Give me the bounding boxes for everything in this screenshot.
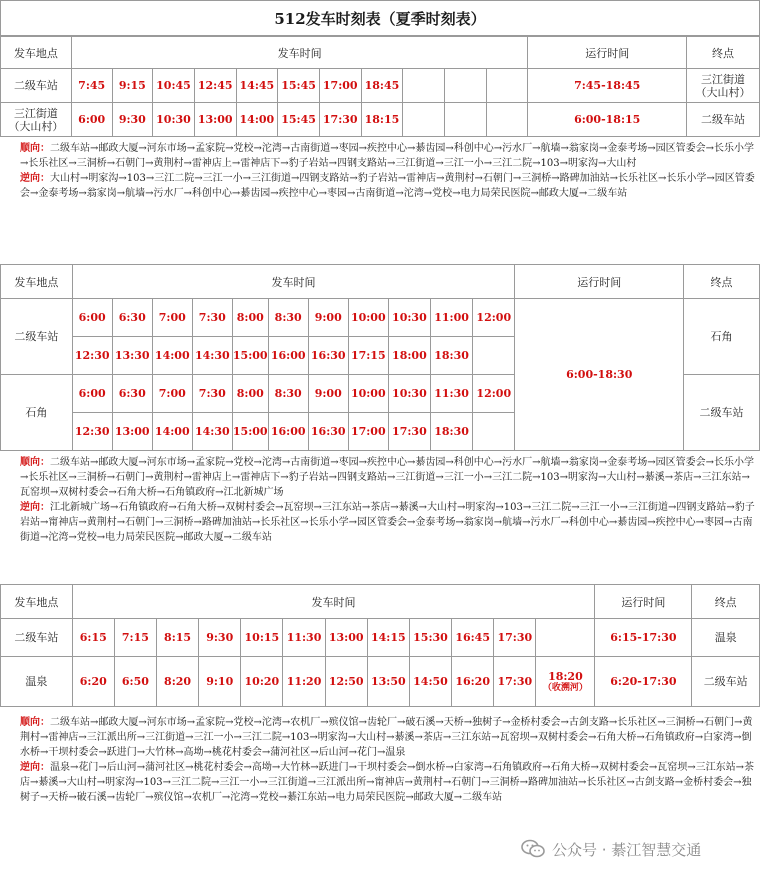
time-cell: 6:50 <box>114 657 156 707</box>
row-station: 二级车站 <box>1 69 72 103</box>
time-cell: 7:30 <box>192 375 232 413</box>
time-cell: 8:00 <box>232 375 268 413</box>
time-cell: 7:00 <box>152 375 192 413</box>
run-time: 7:45-18:45 <box>528 69 686 103</box>
time-cell: 11:30 <box>283 619 325 657</box>
time-cell: 12:45 <box>194 69 236 103</box>
time-cell <box>403 69 445 103</box>
route-reverse: 大山村→明家沟→103→三江二院→三江一小→三江街道→四钢支路站→豹子岩站→雷神店→黄荆村→石朝门→三洞桥→路碑加油站→长乐社区→长乐小学→园区管委会→金泰考场→翁家岗→航墙→污水厂→科创中心→綦齿园→疾控中心→枣园→古南街道→沱湾→党校→电力局荣民医院→邮政大厦→二级车站 <box>20 173 755 199</box>
time-cell <box>403 103 445 137</box>
header-end: 终点 <box>692 585 760 619</box>
row-station: 温泉 <box>1 657 73 707</box>
time-cell: 16:30 <box>308 413 348 451</box>
header-run: 运行时间 <box>528 37 686 69</box>
end-station: 二级车站 <box>686 103 759 137</box>
time-cell: 8:15 <box>156 619 198 657</box>
time-cell <box>486 69 528 103</box>
time-cell: 8:30 <box>268 375 308 413</box>
timetable-1 <box>0 36 760 137</box>
time-cell: 6:00 <box>72 375 112 413</box>
end-station: 温泉 <box>692 619 760 657</box>
row-station: 二级车站 <box>1 619 73 657</box>
header-time: 发车时间 <box>72 585 595 619</box>
time-cell: 8:30 <box>268 299 308 337</box>
time-cell: 16:45 <box>452 619 494 657</box>
time-cell: 6:20 <box>72 657 114 707</box>
time-cell: 10:15 <box>241 619 283 657</box>
time-cell: 6:30 <box>112 299 152 337</box>
route-reverse: 温泉→花门→后山河→蒲河社区→桃花村委会→高坳→大竹林→跃进门→干坝村委会→倒水桥→白家湾→石角镇政府→石角大桥→双树村委会→瓦窑坝→三江东站→茶店→綦溪→大山村→明家沟→103→三江二院→三江一小→三江街道→三江派出所→甯神店→黄荆村→石朝门→三洞桥→路碑加油站→长乐社区→古剑支路→金桥村委会→独树子→天桥→破石溪→齿轮厂→殡仪馆→农机厂→沱湾→党校→綦江东站→电力局荣民医院→邮政大厦→二级车站 <box>20 762 755 803</box>
end-station: 石角 <box>684 299 760 375</box>
time-cell: 9:00 <box>308 299 348 337</box>
time-cell: 18:45 <box>361 69 403 103</box>
time-cell: 10:30 <box>388 375 430 413</box>
route-forward: 二级车站→邮政大厦→河东市场→孟家院→党校→沱湾→农机厂→殡仪馆→齿轮厂→破石溪→天桥→独树子→金桥村委会→古剑支路→长乐社区→三洞桥→石朝门→黄荆村→雷神店→三江派出所→三江街道→三江一小→三江二院→103→明家沟→大山村→綦溪→茶店→三江东站→瓦窑坝→双树村委会→石角大桥→石角镇政府→白家湾→倒水桥→干坝村委会→跃进门→大竹林→高坳→桃花村委会→蒲河社区→后山河→花门→温泉 <box>20 717 753 758</box>
time-cell: 15:30 <box>409 619 451 657</box>
header-station: 发车地点 <box>1 37 72 69</box>
time-cell: 18:30 <box>430 413 472 451</box>
time-cell: 12:30 <box>72 337 112 375</box>
time-cell: 15:00 <box>232 413 268 451</box>
time-cell: 13:50 <box>367 657 409 707</box>
header-station: 发车地点 <box>1 585 73 619</box>
end-station: 三江街道 （大山村） <box>686 69 759 103</box>
time-cell: 17:30 <box>494 657 536 707</box>
timetable-2 <box>0 264 760 451</box>
run-time: 6:00-18:15 <box>528 103 686 137</box>
route-forward: 二级车站→邮政大厦→河东市场→孟家院→党校→沱湾→古南街道→枣园→疾控中心→綦齿园→科创中心→污水厂→航墙→翁家岗→金泰考场→园区管委会→长乐小学→长乐社区→三洞桥→石朝门→黄荆村→雷神店上→雷神店下→豹子岩站→四钢支路站→三江街道→三江一小→三江二院→103→明家沟→大山村→綦溪→茶店→三江东站→瓦窑坝→双树村委会→石角大桥→石角镇政府→江北新城广场 <box>20 457 755 498</box>
time-cell: 16:30 <box>308 337 348 375</box>
time-cell: 13:00 <box>325 619 367 657</box>
time-cell: 14:00 <box>152 337 192 375</box>
header-station: 发车地点 <box>1 265 73 299</box>
time-cell <box>473 413 515 451</box>
timetable-3 <box>0 584 760 707</box>
time-cell: 18:30 <box>430 337 472 375</box>
time-cell: 7:45 <box>71 69 112 103</box>
time-cell: 10:00 <box>348 375 388 413</box>
header-time: 发车时间 <box>71 37 528 69</box>
time-cell: 9:00 <box>308 375 348 413</box>
time-cell: 15:45 <box>278 69 320 103</box>
time-cell: 6:30 <box>112 375 152 413</box>
time-cell: 16:00 <box>268 413 308 451</box>
time-cell: 9:30 <box>199 619 241 657</box>
time-cell: 14:50 <box>409 657 451 707</box>
direction-forward-label: 顺向： <box>20 143 50 154</box>
header-run: 运行时间 <box>515 265 684 299</box>
time-cell: 7:00 <box>152 299 192 337</box>
time-cell: 14:30 <box>192 337 232 375</box>
row-station: 二级车站 <box>1 299 73 375</box>
time-cell: 10:00 <box>348 299 388 337</box>
watermark <box>520 832 752 866</box>
page-title: 512发车时刻表（夏季时刻表） <box>0 0 760 36</box>
time-cell: 17:15 <box>348 337 388 375</box>
time-cell: 10:45 <box>153 69 195 103</box>
direction-reverse-label: 逆向： <box>20 173 50 184</box>
time-cell: 11:30 <box>430 375 472 413</box>
time-cell: 13:00 <box>112 413 152 451</box>
header-time: 发车时间 <box>72 265 515 299</box>
time-cell: 6:00 <box>72 299 112 337</box>
route-description-1 <box>0 138 760 264</box>
time-cell <box>444 69 486 103</box>
end-station: 二级车站 <box>684 375 760 451</box>
header-run: 运行时间 <box>595 585 692 619</box>
time-cell: 10:30 <box>153 103 195 137</box>
route-reverse: 江北新城广场→石角镇政府→石角大桥→双树村委会→瓦窑坝→三江东站→茶店→綦溪→大山村→明家沟→103→三江二院→三江一小→三江街道→四钢支路站→豹子岩站→甯神店→黄荆村→石朝门→三洞桥→路碑加油站→长乐社区→长乐小学→园区管委会→金泰考场→翁家岗→航墙→污水厂→科创中心→綦齿园→疾控中心→枣园→古南街道→沱湾→党校→电力局荣民医院→邮政大厦→二级车站 <box>20 502 755 543</box>
time-cell: 14:00 <box>236 103 278 137</box>
run-time: 6:15-17:30 <box>595 619 692 657</box>
time-cell: 15:00 <box>232 337 268 375</box>
time-cell: 13:30 <box>112 337 152 375</box>
route-description-2 <box>0 452 760 578</box>
time-cell: 8:00 <box>232 299 268 337</box>
time-cell <box>444 103 486 137</box>
route-forward: 二级车站→邮政大厦→河东市场→孟家院→党校→沱湾→古南街道→枣园→疾控中心→綦齿园→科创中心→污水厂→航墙→翁家岗→金泰考场→园区管委会→长乐小学→长乐社区→三洞桥→石朝门→黄荆村→雷神店上→雷神店下→豹子岩站→四钢支路站→三江街道→三江一小→三江二院→103→明家沟→大山村 <box>20 143 755 169</box>
time-cell: 6:15 <box>72 619 114 657</box>
time-cell: 16:00 <box>268 337 308 375</box>
time-note: （收溯河） <box>542 683 588 693</box>
time-cell-with-note <box>536 657 595 707</box>
time-cell: 12:50 <box>325 657 367 707</box>
time-cell: 14:30 <box>192 413 232 451</box>
direction-forward-label: 顺向： <box>20 457 50 468</box>
time-cell: 8:20 <box>156 657 198 707</box>
time-cell: 14:45 <box>236 69 278 103</box>
header-end: 终点 <box>684 265 760 299</box>
row-station: 三江街道 （大山村） <box>1 103 72 137</box>
time-cell: 12:00 <box>473 375 515 413</box>
time-cell: 16:20 <box>452 657 494 707</box>
time-cell: 13:00 <box>194 103 236 137</box>
direction-reverse-label: 逆向： <box>20 762 50 773</box>
time-cell: 7:30 <box>192 299 232 337</box>
time-cell: 17:00 <box>348 413 388 451</box>
time-cell: 11:00 <box>430 299 472 337</box>
time-cell: 17:30 <box>494 619 536 657</box>
time-cell: 18:00 <box>388 337 430 375</box>
row-station: 石角 <box>1 375 73 451</box>
time-cell: 18:15 <box>361 103 403 137</box>
time-cell: 17:30 <box>388 413 430 451</box>
time-cell: 12:00 <box>473 299 515 337</box>
time-cell <box>486 103 528 137</box>
time-cell: 10:30 <box>388 299 430 337</box>
time-cell: 14:00 <box>152 413 192 451</box>
time-cell: 9:10 <box>199 657 241 707</box>
time-cell: 12:30 <box>72 413 112 451</box>
time-cell <box>473 337 515 375</box>
time-cell: 15:45 <box>278 103 320 137</box>
time-cell: 7:15 <box>114 619 156 657</box>
direction-forward-label: 顺向： <box>20 717 50 728</box>
direction-reverse-label: 逆向： <box>20 502 50 513</box>
watermark-text: 公众号 · 綦江智慧交通 <box>552 840 702 859</box>
end-station: 二级车站 <box>692 657 760 707</box>
time-cell: 6:00 <box>71 103 112 137</box>
time-cell: 17:00 <box>319 69 361 103</box>
time-cell: 9:30 <box>112 103 153 137</box>
time-cell: 11:20 <box>283 657 325 707</box>
header-end: 终点 <box>686 37 759 69</box>
time-value: 18:20 <box>548 670 583 683</box>
run-time: 6:00-18:30 <box>515 299 684 451</box>
run-time: 6:20-17:30 <box>595 657 692 707</box>
time-cell: 14:15 <box>367 619 409 657</box>
time-cell: 9:15 <box>112 69 153 103</box>
time-cell: 17:30 <box>319 103 361 137</box>
time-cell <box>536 619 595 657</box>
time-cell: 10:20 <box>241 657 283 707</box>
wechat-icon <box>520 836 546 862</box>
